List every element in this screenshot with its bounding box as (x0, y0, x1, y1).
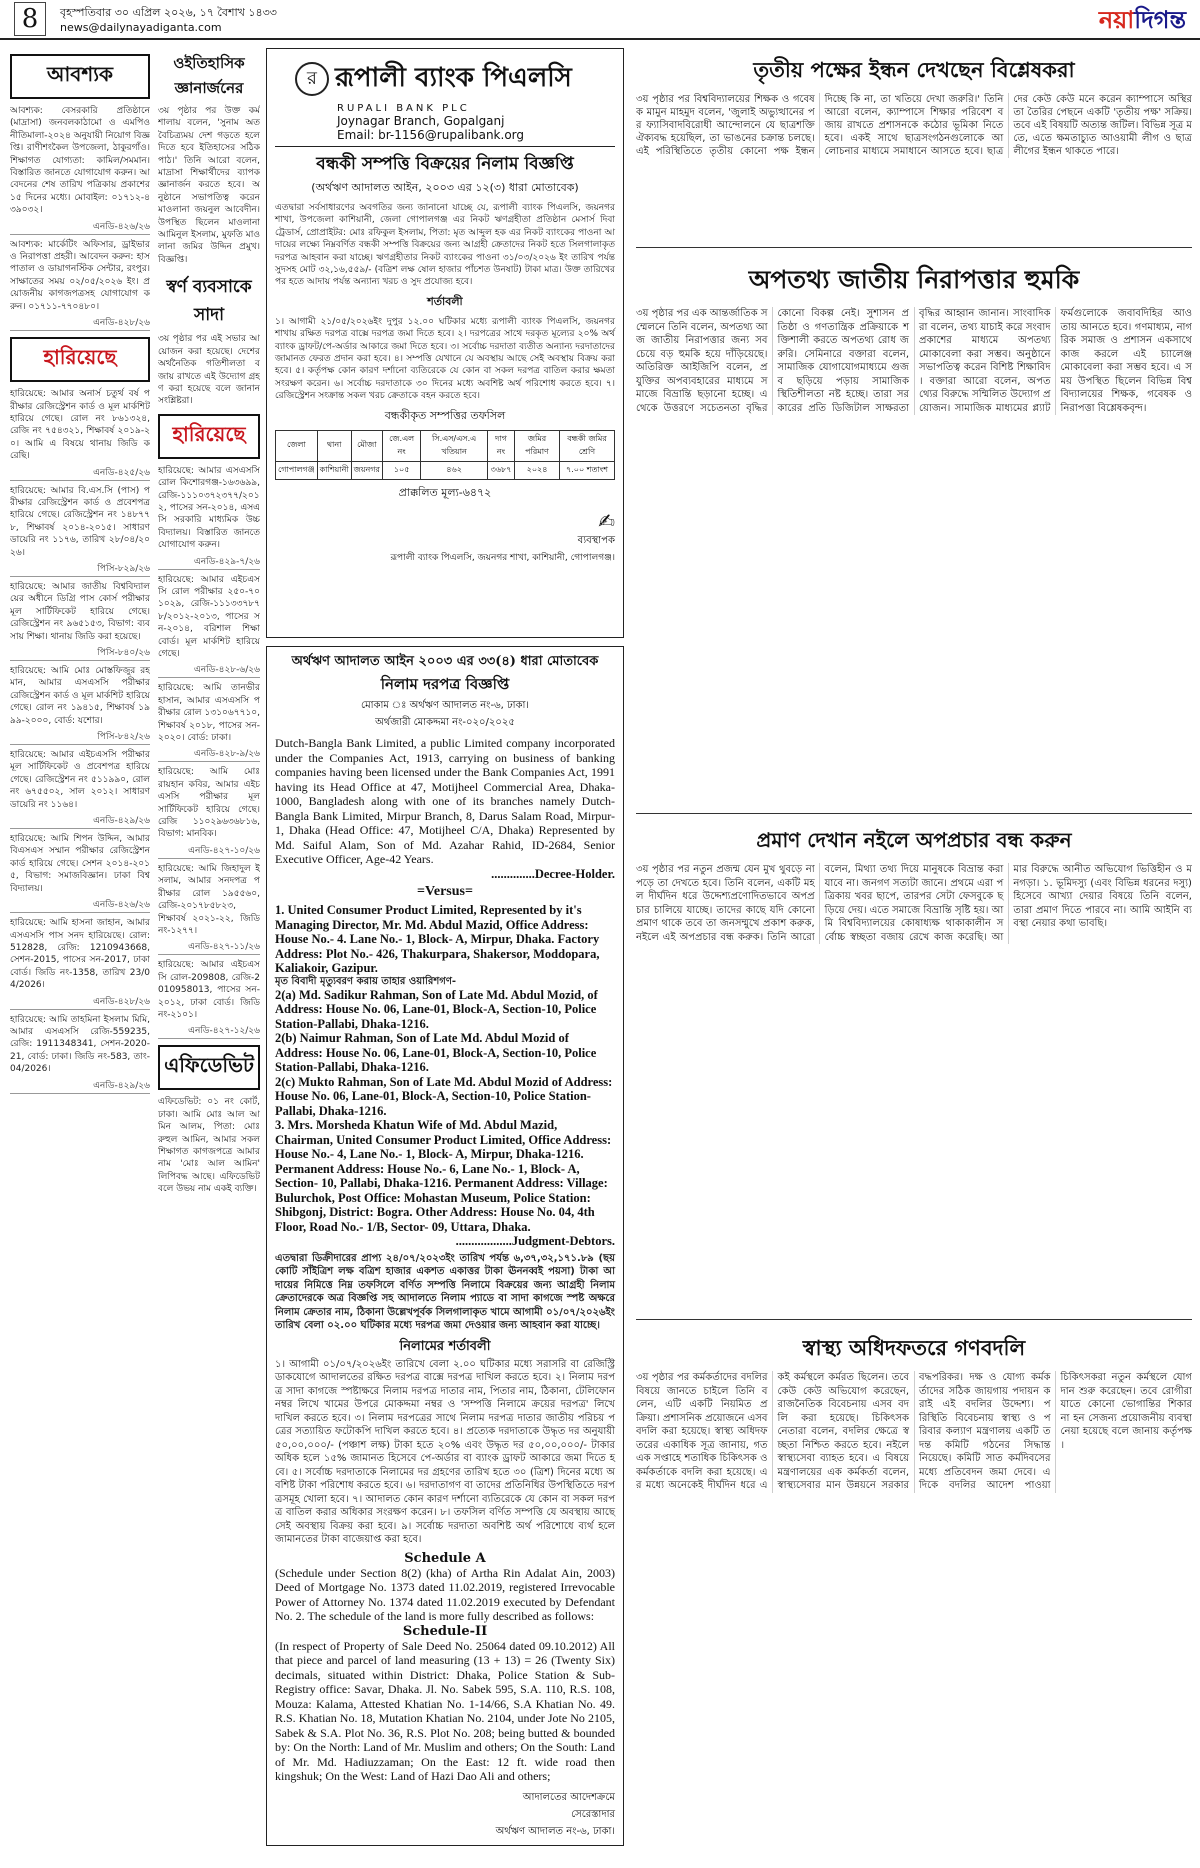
page-header (0, 0, 1200, 40)
page-number: 8 (14, 2, 46, 36)
article-body: ৩য় পৃষ্ঠার পর কর্মকর্তাদের বদলির বিষয়ে জানতে চাইলে তিনি বলেন, এটি একটি নিয়মিত প্রক্রিয়া। প্রশাসনিক প্রয়োজনে এসব বদলি করা হয়েছে। স্বাস্থ্য অধিদফতরের একাধিক সূত্র জানায়, গত এক সপ্তাহে শতাধিক চিকিৎসক ও কর্মকর্তাকে বদলি করা হয়েছে। এর মধ্যে অনেকেই দীর্ঘদিন ধরে একই কর্মস্থলে কর্মরত ছিলেন। তবে কেউ কেউ অভিযোগ করেছেন, রাজনৈতিক বিবেচনায় এসব বদলি করা হয়েছে। চিকিৎসক নেতারা বলেন, বদলির ক্ষেত্রে স্বচ্ছতা নিশ্চিত করতে হবে। নইলে স্বাস্থ্যসেবা ব্যাহত হবে। এ বিষয়ে মন্ত্রণালয়ের এক কর্মকর্তা বলেন, স্বাস্থ্যসেবার মান উন্নয়নে সরকার বদ্ধপরিকর। দক্ষ ও যোগ্য কর্মকর্তাদের সঠিক জায়গায় পদায়ন করাই এই বদলির উদ্দেশ্য। পরিস্থিতি বিবেচনায় স্বাস্থ্য ও পরিবার কল্যাণ মন্ত্রণালয় একটি তদন্ত কমিটি গঠনের সিদ্ধান্ত নিয়েছে। কমিটি সাত কর্মদিবসের মধ্যে প্রতিবেদন জমা দেবে। এদিকে বদলির আদেশ পাওয়া চিকিৎসকরা নতুন কর্মস্থলে যোগদান শুরু করেছেন। তবে রোগীরা যাতে কোনো ভোগান্তির শিকার না হন সেজন্য প্রয়োজনীয় ব্যবস্থা নেয়া হয়েছে বলে জানায় কর্তৃপক্ষ। (636, 1372, 1192, 1491)
table-header-cell: সি.এস/এস.এ খতিয়ান (421, 430, 488, 461)
article-body: ৩য় পৃষ্ঠার পর বিশ্ববিদ্যালয়ের শিক্ষক ও গবেষক মামুন মাহমুদ বলেন, 'জুলাই অভ্যুত্থানের পর ফ্যাসিবাদবিরোধী আন্দোলনে যে ছাত্রশক্তি ঐক্যবদ্ধ হয়েছিল, তা ভাঙনের চক্রান্ত চলছে। এই পরিস্থিতিতে তৃতীয় কোনো পক্ষ ইন্ধন দিচ্ছে কি না, তা খতিয়ে দেখা জরুরি।' তিনি আরো বলেন, ক্যাম্পাসে শিক্ষার পরিবেশ বজায় রাখতে প্রশাসনকে কঠোর ভূমিকা নিতে হবে। একই সাথে ছাত্রসংগঠনগুলোকে আলোচনার মাধ্যমে সমাধানে আসতে হবে। ছাত্রদের কেউ কেউ মনে করেন ক্যাম্পাসে অস্থিরতা তৈরির পেছনে একটি 'তৃতীয় পক্ষ' সক্রিয়। তবে এই বিষয়টি অত্যন্ত জটিল। বিভিন্ন সূত্র মতে, এতে ক্ষমতাচ্যুত আওয়ামী লীগ ও ছাত্রলীগের ইন্ধন থাকতে পারে। (636, 94, 1192, 157)
lost-notice: হারিয়েছে: আমার এইচএসসি রোল-209808, রেজি-2010958013, পাসের সন-২০১২, ঢাকা বোর্ড। জিডি নং-২১০১। (158, 960, 260, 1020)
section-heading-lost: হারিয়েছে (10, 337, 150, 382)
schedule-a-text: (Schedule under Section 8(2) (kha) of Artha Rin Adalat Ain, 2003) Deed of Mortgage No. 1373 dated 11.02.2019, registered Irrevocable Power of Attorney No. 1374 dated 11.02.2019 executed by Defendant No. 2. The schedule of the land is more fully described as follows: (275, 1565, 615, 1624)
court-sign-3: অর্থঋণ আদালত নং-৬, ঢাকা। (495, 1825, 615, 1837)
table-header-cell: বন্ধকী জমির শ্রেণি (560, 430, 615, 461)
article-body: ৩য় পৃষ্ঠার পর উক্ত কর্মশালায় বলেন, 'সুনাম অত বৈচিত্র্যময় দেশ গড়তে হলে দিতে হবে ইতিহাসের সঠিক পাঠ।' তিনি আরো বলেন, মাদ্রাসা শিক্ষার্থীদের ব্যাপক জ্ঞানার্জন করতে হবে। অনুষ্ঠানে সভাপতিত্ব করেন মাওলানা জয়নুল আবেদীন। উপস্থিত ছিলেন মাওলানা আমিনুল ইসলাম, মুফতি মাওলানা জমির উদ্দিন প্রমুখ। বিজ্ঞপ্তি। (158, 106, 260, 265)
section-heading-affidavit: এফিডেভিট (158, 1045, 260, 1090)
table-cell: ২০২৪ (515, 461, 560, 479)
bank-logo (295, 57, 615, 101)
lost-notice: হারিয়েছে: আমি শিপন উদ্দিন, আমার বিএসএস সম্মান পরীক্ষার রেজিস্ট্রেশন কার্ড হারিয়ে গেছে। সেশন ২০১৪-২০১৫, বিভাগ: সমাজবিজ্ঞান। ঢাকা বিশ্ববিদ্যালয়। (10, 834, 150, 894)
article-health-transfer (636, 1326, 1192, 1846)
article-body: ৩য় পৃষ্ঠার পর নতুন প্রজন্ম যেন মুখ থুবড়ে না পড়ে তা দেখতে হবে। তিনি বলেন, একটি মহল দীর্ঘদিন ধরে উদ্দেশ্যপ্রণোদিতভাবে অপপ্রচার চালিয়ে যাচ্ছে। তাদের কাছে যদি কোনো প্রমাণ থাকে তবে তা জনসম্মুখে প্রকাশ করুক, নইলে এই অপপ্রচার বন্ধ করুক। তিনি আরো বলেন, মিথ্যা তথ্য দিয়ে মানুষকে বিভ্রান্ত করা যাবে না। জনগণ সত্যটা জানে। প্রথমে এরা পত্রিকায় খবর ছাপে, তারপর সেটা ফেসবুকে ছড়িয়ে দেয়। এতে সমাজে বিভ্রান্তি সৃষ্টি হয়। আমি বিশ্ববিদ্যালয়ের কোষাধ্যক্ষ থাকাকালীন সর্বোচ্চ স্বচ্ছতা বজায় রেখে কাজ করেছি। আমার বিরুদ্ধে আনীত অভিযোগ ভিত্তিহীন ও মনগড়া। ১. ভূমিদস্যু (এবং বিভিন্ন ধরনের দস্যু) হিসেবে আখ্যা দেয়ার বিষয়ে তিনি বলেন, তারা প্রমাণ দিতে পারবে না। আমি আইনি ব্যবস্থা নেয়ার কথা ভাবছি। (636, 864, 1192, 943)
article-headline[interactable]: ওইতিহাসিক জ্ঞানার্জনের (173, 54, 245, 97)
lost-notice: হারিয়েছে: আমি তানভীর হাসান, আমার এসএসসি পরীক্ষার রোল ১৩১০৬৭৭১০, শিক্ষাবর্ষ ২০১৮, পাসের সন-২০২০। বোর্ড: ঢাকা। (158, 683, 260, 744)
defendant-2b: 2(b) Naimur Rahman, Son of Late Md. Abdul Mozid of Address: House No. 06, Lane-01, Block-A, Section-10, Police Station-Pallabi, Dhaka-1216. (275, 1031, 597, 1075)
bank-auction-notice (266, 48, 624, 638)
table-header-cell: থানা (317, 430, 351, 461)
table-cell: কাশিয়ানী (317, 461, 351, 479)
lost-notice: হারিয়েছে: আমি মোঃ মোস্তফিজুর রহমান, আমার এসএসসি পরীক্ষার রেজিস্ট্রেশন কার্ড ও মূল মার্কশিট হারিয়ে গেছে। রোল নং ১৯৪১৫, শিক্ষাবর্ষ ১৯৯৯-২০০০, বোর্ড: যশোর। (10, 666, 150, 726)
table-cell: ৭.০০ শতাংশ (560, 461, 615, 479)
ad-code: এনডি-৪২৬/২৬ (10, 897, 150, 913)
terms-heading: শর্তাবলী (427, 294, 463, 308)
masthead-part1: নয়া (1098, 5, 1135, 34)
classifieds-column-1 (10, 48, 150, 1860)
classified-ad: আবশ্যক: বেসরকারি প্রতিষ্ঠানে (মাদ্রাসা) জনবলকাঠামো ও এমপিও নীতিমালা-২০২৪ অনুযায়ী নিয়োগ বিজ্ঞপ্তি। রাণীশংকৈল উপজেলা, ঠাকুরগাঁও। শিক্ষাগত যোগ্যতা: কামিল/সমমান। বিস্তারিত জানতে যোগাযোগ করুন। আবেদনের শেষ তারিখ পত্রিকায় প্রকাশের ১৫ দিনের মধ্যে। মোবাইল: ০১৭১২-৪৩৯০৩২। (10, 106, 150, 216)
property-schedule-table (275, 430, 615, 480)
ad-code: এনডি-৪২৬/২৬ (10, 219, 150, 235)
ad-code: এনডি-৪২৮-৬/২৬ (158, 662, 260, 678)
schedule-note: প্রাক্কলিত মূল্য-৬৪৭২ (398, 485, 492, 499)
lost-notice: হারিয়েছে: আমার অনার্স চতুর্থ বর্ষ পরীক্ষার রেজিস্ট্রেশন কার্ড ও মূল মার্কশিট হারিয়ে গেছে। রোল নং ৮৬১৩২৪, রেজি নং ৭৫৪৩২১, শিক্ষাবর্ষ ২০১৯-২০। আমি এ বিষয়ে থানায় জিডি করেছি। (10, 389, 150, 462)
legal-notices-column (266, 48, 624, 1860)
affidavit-notice: এফিডেভিট: ০১ নং কোর্ট, ঢাকা। আমি মোঃ আল আমিন আলম, পিতা: মোঃ রুহুল আমিন, আমার সকল শিক্ষাগত কাগজপত্রে আমার নাম 'মোঃ আল আমিন' লিপিবদ্ধ আছে। এফিডেভিট বলে উভয় নাম একই ব্যক্তি। (158, 1097, 260, 1195)
signature-line: রূপালী ব্যাংক পিএলসি, জয়নগর শাখা, কাশিয়ানী, গোপালগঞ্জ। (390, 552, 615, 563)
plaintiff-details: Dutch-Bangla Bank Limited, a public Limited company incorporated under the Companies Act, 1913, carrying on business of banking companies having been licensed under the Bank Companies Act, 1991 having its Head Office at 47, Motijheel Commercial Area, Dhaka-1000, Bangladesh along with one of its branches namely Dutch-Bangla Bank Limited, Mirpur Branch, 8, Darus Salam Road, Mirpur-1, Dhaka (Head Office: 47, Motijheel C/A, Dhaka) Represented by Md. Saiful Alam, Son of Md. Azahar Rahid, ID-2684, Senior Executive Officer, Age-42 Years. (275, 736, 615, 866)
ad-code: এনডি-৪২৮-৯/২৬ (158, 746, 260, 762)
lost-notice: হারিয়েছে: আমি তাহমিনা ইসলাম মিমি, আমার এসএসসি রেজি-559235, রেজি: 1911348341, সেশন-2020-21, বোর্ড: ঢাকা। জিডি নং-583, তাং-04/2026। (10, 1014, 150, 1075)
masthead-part2: দিগন্ত (1134, 5, 1186, 34)
classifieds-column-2 (158, 48, 260, 1860)
ad-code: এনডি-৪২৮/২৬ (10, 315, 150, 331)
signature-name: ব্যবস্থাপক (577, 534, 615, 546)
table-cell: জয়নগর (351, 461, 382, 479)
schedule-heading: বন্ধকীকৃত সম্পত্তির তফসিল (384, 408, 506, 422)
ad-code: পিসি-৮৪০/২৬ (10, 645, 150, 661)
court-auction-notice (266, 646, 624, 1846)
table-header-row (276, 430, 615, 461)
bank-name: রূপালী ব্যাংক পিএলসি (335, 63, 572, 93)
defendant-2a: 2(a) Md. Sadikur Rahman, Son of Late Md. Abdul Mozid, of Address: House No. 06, Lane-01, Block-A, Section-10, Police Station-Pallabi, Dhaka-1216. (275, 987, 598, 1031)
ad-code: পিসি-৮৪২/২৬ (10, 729, 150, 745)
lost-notice: হারিয়েছে: আমার এইচএসসি রোল পরীক্ষার ২৫০-৭০ ১০২৯, রেজি-১১১৩৩৭৮৭৮/২০১২-২০১৩, পাসের সন-২০১৪, বরিশাল শিক্ষা বোর্ড। মূল মার্কশিট হারিয়ে গেছে। (158, 574, 260, 659)
bank-english-name: RUPALI BANK PLC (337, 103, 470, 114)
masthead-logo (1099, 2, 1186, 42)
schedule-b-text: (In respect of Property of Sale Deed No. 25064 dated 09.10.2012) All that piece and parcel of land measuring (13 + 13) = 26 (Twenty Six) decimals, situated within District: Dhaka, Police Station & Sub- Registry office: Savar, Dhaka. Jl. No. Sabek 595, S.A. 110, R.S. 108, Mouza: Kalama, Attested Khatian No. 1-14/66, S.A Khatian No. 49. R.S. Khatian No. 18, Mutation Khatian No. 2104, under Jote No 2105, Sabek & S.A. Plot No. 36, R.S. Plot No. 208; being butted & bounded by: On the North: Land of Mr. Muslim and others; On the South: Land of Mr. Md. Hadiuzzaman; On the East: 12 ft. wide road then kingshuk; On the West: Land of Hazi Dao Ali and others; (275, 1638, 615, 1784)
article-headline[interactable]: স্বাস্থ্য অধিদফতরে গণবদলি (802, 1335, 1026, 1360)
article-proof (636, 820, 1192, 1320)
terms-list: ১। আগামী ২১/০৫/২০২৬ইং দুপুর ১২.০০ ঘটিকার মধ্যে রূপালী ব্যাংক পিএলসি, জয়নগর শাখায় রক্ষিত দরপত্র বাক্সে দরপত্র জমা দিতে হবে। ২। দরপত্রের সাথে দরকৃত মূল্যের ২০% অর্থ ব্যাংক ড্রাফট/পে-অর্ডার আকারে জমা দিতে হবে। ৩। সর্বোচ্চ দরদাতা ব্যতীত অন্যান্য দরদাতাদের জামানত ফেরত প্রদান করা হবে। ৪। সম্পত্তি যেখানে যে অবস্থায় আছে সেই অবস্থায় বিক্রয় করা হবে। ৫। কর্তৃপক্ষ কোন কারণ দর্শানো ব্যতিরেকে যে কোন বা সকল দরপত্র বাতিল করার ক্ষমতা সংরক্ষণ করেন। ৬। সর্বোচ্চ দরদাতাকে ৩০ দিনের মধ্যে অবশিষ্ট অর্থ পরিশোধ করতে হবে। ৭। রেজিস্ট্রেশন সংক্রান্ত সকল খরচ ক্রেতাকে বহন করতে হবে। (275, 316, 615, 402)
defendant-heirs-note: মৃত বিবাদী মৃত্যুবরণ করায় তাহার ওয়ারিশগণ- (275, 975, 457, 987)
court-notice-title2: নিলাম দরপত্র বিজ্ঞপ্তি (380, 675, 510, 693)
ad-code: এনডি-৪২৭-১২/২৬ (158, 1023, 260, 1039)
signature-icon: ✍ (598, 508, 615, 533)
ad-code: পিসি-৮২৯/২৬ (10, 561, 150, 577)
auction-terms-list: ১। আগামী ০১/০৭/২০২৬ইং তারিখে বেলা ২.০০ ঘটিকার মধ্যে সরাসরি বা রেজিস্ট্রি ডাকযোগে আদালতের রক্ষিত দরপত্র বাক্সে দরপত্র দাখিল করতে হবে। ২। নিলাম দরপত্র সাদা কাগজে স্পষ্টাক্ষরে নিলাম দরপত্র দাতার নাম, পিতার নাম, ঠিকানা, টেলিফোন নম্বর লিখে খামের উপরে মোকদ্দমা নম্বর ও 'সম্পত্তি নিলামে ক্রয়ের দরপত্র' লিখে দাখিল করতে হবে। ৩। নিলাম দরপত্রের সাথে নিলাম দরপত্র দাতার জাতীয় পরিচয় পত্রের সত্যায়িত ফটোকপি দাখিল করতে হবে। ৪। প্রত্যেক দরদাতাকে উদ্ধৃত দর অনুযায়ী ৫০,০০,০০০/- (পঞ্চাশ লক্ষ) টাকা হতে ২০% এবং উদ্ধৃত দর ৫০,০০,০০০/- টাকার অধিক হলে ১৫% জামানত হিসেবে পে-অর্ডার বা ব্যাংক ড্রাফট আকারে জমা দিতে হবে। ৫। সর্বোচ্চ দরদাতাকে নিলামের দর গ্রহণের তারিখ হতে ৩০ (ত্রিশ) দিনের মধ্যে অবশিষ্ট টাকা পরিশোধ করতে হবে। ৬। দরদাতাগণ বা তাদের প্রতিনিধির উপস্থিতিতে দরপত্রসমূহ খোলা হবে। ৭। আদালত কোন কারণ দর্শানো ব্যতিরেকে যে কোন বা সকল দরপত্র বাতিল করার অধিকার সংরক্ষণ করেন। ৮। তফসিল বর্ণিত সম্পত্তি যে অবস্থায় আছে সেই অবস্থায় বিক্রয় করা হবে। ৯। সর্বোচ্চ দরদাতা অবশিষ্ট অর্থ পরিশোধে ব্যর্থ হলে জামানতের টাকা বাজেয়াপ্ত করা হবে। (275, 1358, 615, 1546)
decree-holder-label: ..............Decree-Holder. (491, 866, 615, 881)
auction-terms-heading: নিলামের শর্তাবলী (399, 1338, 491, 1354)
table-cell: গোপালগঞ্জ (276, 461, 318, 479)
versus-label: =Versus= (417, 884, 473, 899)
ad-code: এনডি-৪২৯-৭/২৬ (158, 554, 260, 570)
defendant-3: 3. Mrs. Morsheda Khatun Wife of Md. Abdul Mazid, Chairman, United Consumer Product Limited, Office Address: House No.- 4, Lane No.- 1, Block- A, Mirpur, Dhaka-1216. Permanent Address: House No.- 6, Lane No.- 1, Block- A, Section- 10, Pallabi, Dhaka-1216. Permanent Address: Village: Bulurchok, Post Office: Mohastan Museum, Police Station: Shibgonj, District: Bogra. Other Address: House No. 04, 4th Floor, Road No.- 1/B, Sector- 09, Uttara, Dhaka. (275, 1118, 612, 1234)
court-sign-1: আদালতের আদেশক্রমে (522, 1791, 615, 1803)
table-row (276, 461, 615, 479)
table-cell: ৩৬৮৭ (487, 461, 514, 479)
section-heading-lost: হারিয়েছে (158, 414, 260, 459)
article-headline[interactable]: তৃতীয় পক্ষের ইন্ধন দেখছেন বিশ্লেষকরা (753, 57, 1075, 82)
ad-code: এনডি-৪২৮/২৬ (10, 994, 150, 1010)
ad-code: এনডি-৪২৯/২৬ (10, 1078, 150, 1094)
lost-notice: হারিয়েছে: আমার এইচএসসি পরীক্ষার মূল সার্টিফিকেট ও প্রবেশপত্র হারিয়ে গেছে। রেজিস্ট্রেশন নং ৫১১৯৯০, রোল নং ৬৭৫৫০২, সাল ২০১২। সাধারণ ডায়েরি নং ১১৬৪। (10, 750, 150, 810)
article-misinformation (636, 254, 1192, 814)
case-number: অর্থজারী মোকদ্দমা নং-০২০/২০২৫ (375, 717, 515, 728)
article-third-party (636, 48, 1192, 248)
table-cell: ৪৬২ (421, 461, 488, 479)
article-body: ৩য় পৃষ্ঠার পর এই সভার আয়োজন করা হয়েছে। দেশের অর্থনৈতিক গতিশীলতা বজায় রাখতে এই উদ্যোগ গ্রহণ করা হয়েছে বলে জানান সংশ্লিষ্টরা। (158, 334, 260, 407)
news-column (636, 48, 1192, 1860)
court-sign-2: সেরেস্তাদার (571, 1808, 615, 1820)
ad-code: এনডি-৪২৭-১১/২৬ (158, 939, 260, 955)
article-headline[interactable]: স্বর্ণ ব্যবসাকে সাদা (166, 277, 252, 326)
lost-notice: হারিয়েছে: আমার এসএসসি রোল কিশোরগঞ্জ-১৬৩৬৯৯, রেজি-১১১০৩৭২৩৭৭/২০১২, পাসের সন-২০১৪, এসএসি সরকারি মাধ্যমিক উচ্চ বিদ্যালয়। বিস্তারিত জানতে যোগাযোগ করুন। (158, 465, 260, 551)
bank-logo-icon: র (295, 62, 329, 96)
notice-subtitle: (অর্থঋণ আদালত আইন, ২০০৩ এর ১২(৩) ধারা মোতাবেক) (311, 181, 579, 194)
defendant-2c: 2(c) Mukto Rahman, Son of Late Md. Abdul Mozid of Address: House No. 06, Lane-01, Block-A, Section-10, Police Station-Pallabi, Dhaka-1216. (275, 1074, 613, 1118)
lost-notice: হারিয়েছে: আমার বি.এস.সি (পাস) পরীক্ষার রেজিস্ট্রেশন কার্ড ও প্রবেশপত্র হারিয়ে গেছে। রেজিস্ট্রেশন নং ১৪৮৭৭৮, শিক্ষাবর্ষ ২০১৪-২০১৫। সাধারণ ডায়েরি নং ১১৭৬, তারিখ ২৮/০৪/২০২৬। (10, 485, 150, 558)
bank-email[interactable]: Email: br-1156@rupalibank.org (337, 128, 525, 142)
table-header-cell: জে.এল নং (382, 430, 420, 461)
section-heading-wanted: আবশ্যক (10, 54, 150, 99)
schedule-b-heading: Schedule-II (402, 1623, 488, 1639)
table-header-cell: দাগ নং (487, 430, 514, 461)
issue-date: বৃহস্পতিবার ৩০ এপ্রিল ২০২৬, ১৭ বৈশাখ ১৪৩৩ (60, 6, 277, 19)
lost-notice: হারিয়েছে: আমি মোঃ রায়হান কবির, আমার এইচএসসি পরীক্ষার মূল সার্টিফিকেট হারিয়ে গেছে। রেজি ১১০২৯৬৩৬৮১৬, বিভাগ: মানবিক। (158, 767, 260, 840)
lost-notice: হারিয়েছে: আমি হাসনা জাহান, আমার এসএসসি পাস সনদ হারিয়েছে। রোল: 512828, রেজি: 1210943668, সেশন-2015, পাসের সন-2017, ঢাকা বোর্ড। জিডি নং-1358, তারিখ 23/04/2026। (10, 918, 150, 991)
ad-code: এনডি-৪২৯/২৬ (10, 813, 150, 829)
classified-ad: আবশ্যক: মার্কেটিং অফিসার, ড্রাইভার ও নিরাপত্তা প্রহরী। আবেদন করুন: হাসপাতাল ও ডায়াগনস্টিক সেন্টার, রংপুর। সাক্ষাতের সময় ০২/০৫/২০২৬ ইং। প্রয়োজনীয় কাগজপত্রসহ যোগাযোগ করুন। ০১৭১১-৭৭০৪৮০। (10, 239, 150, 312)
table-header-cell: জমির পরিমাণ (515, 430, 560, 461)
article-headline[interactable]: অপতথ্য জাতীয় নিরাপত্তার হুমকি (748, 265, 1080, 294)
court-notice-title: অর্থঋণ আদালত আইন ২০০৩ এর ৩৩(৪) ধারা মোতাবেক (291, 654, 599, 669)
table-cell: ১০৫ (382, 461, 420, 479)
ad-code: এনডি-৪২৭-১০/২৬ (158, 843, 260, 859)
article-headline[interactable]: প্রমাণ দেখান নইলে অপপ্রচার বন্ধ করুন (756, 828, 1072, 852)
lost-notice: হারিয়েছে: আমি জিহাদুল ইসলাম, আমার সনদপত্র পরীক্ষার রোল ১৯৫৫৬০, রেজি-২০১৭৮৫৮২৩, শিক্ষাবর্ষ ২০২১-২২, জিডি নং-১২৭৭। (158, 863, 260, 936)
table-header-cell: জেলা (276, 430, 318, 461)
table-header-cell: মৌজা (351, 430, 382, 461)
defendant-1: 1. United Consumer Product Limited, Represented by it's Managing Director, Mr. Md. Abdul Mazid, Office Address: House No.- 4. Lane No.- 1, Block- A, Mirpur, Dhaka. Factory Address: Plot No.- 426, Thakurpara, Shakersor, Moddopara, Kaliakoir, Gazipur. (275, 903, 600, 975)
newsroom-email[interactable]: news@dailynayadiganta.com (60, 21, 222, 34)
article-body: ৩য় পৃষ্ঠার পর এক আন্তর্জাতিক সম্মেলনে তিনি বলেন, অপতথ্য আজ জাতীয় নিরাপত্তার জন্য সবচেয়ে বড় হুমকি হয়ে দাঁড়িয়েছে। অতিরিক্ত আইজিপি বলেন, প্রযুক্তির অপব্যবহারের মাধ্যমে সমাজে বিভ্রান্তি ছড়ানো হচ্ছে। এ থেকে উত্তরণে সচেতনতা বৃদ্ধির কোনো বিকল্প নেই। সুশাসন প্রতিষ্ঠা ও গণতান্ত্রিক প্রক্রিয়াকে শক্তিশালী করতে অপতথ্য রোধ জরুরি। সেমিনারে বক্তারা বলেন, সামাজিক যোগাযোগমাধ্যমে গুজব ছড়িয়ে পড়ায় সামাজিক স্থিতিশীলতা নষ্ট হচ্ছে। তারা সরকারের প্রতি ডিজিটাল সাক্ষরতা বৃদ্ধির আহ্বান জানান। সাংবাদিকরা বলেন, তথ্য যাচাই করে সংবাদ প্রকাশের মাধ্যমে অপতথ্য মোকাবেলা করা সম্ভব। অনুষ্ঠানে সভাপতিত্ব করেন বিশিষ্ট শিক্ষাবিদ। বক্তারা আরো বলেন, অপতথ্যের বিরুদ্ধে সম্মিলিত উদ্যোগ প্রয়োজন। সামাজিক মাধ্যমের প্ল্যাটফর্মগুলোকে জবাবদিহির আওতায় আনতে হবে। গণমাধ্যম, নাগরিক সমাজ ও প্রশাসন একসাথে কাজ করলে এই চ্যালেঞ্জ মোকাবেলা করা সম্ভব হবে। এ সময় উপস্থিত ছিলেন বিভিন্ন বিশ্ববিদ্যালয়ের শিক্ষক, গবেষক ও নিরাপত্তা বিশ্লেষকবৃন্দ। (636, 308, 1192, 414)
lost-notice: হারিয়েছে: আমার জাতীয় বিশ্ববিদ্যালয়ের অধীনে ডিগ্রি পাস কোর্স পরীক্ষার মূল সার্টিফিকেট হারিয়ে গেছে। রেজিস্ট্রেশন নং ৯৬৫১৫৩, বিভাগ: ব্যবসায় শিক্ষা। থানায় জিডি করা হয়েছে। (10, 581, 150, 642)
notice-title: বন্ধকী সম্পত্তি বিক্রয়ের নিলাম বিজ্ঞপ্তি (275, 146, 615, 179)
bank-branch: Joynagar Branch, Gopalganj (337, 114, 505, 128)
notice-body: এতদ্বারা সর্বসাধারণের অবগতির জন্য জানানো যাচ্ছে যে, রূপালী ব্যাংক পিএলসি, জয়নগর শাখা, উপজেলা কাশিয়ানী, জেলা গোপালগঞ্জ এর নিকট ঋণগ্রহীতা প্রতিষ্ঠান মেসার্স দিবা ট্রেডার্স, প্রোপ্রাইটর: মোঃ রফিকুল ইসলাম, পিতা: মৃত আব্দুল হক এর নিকট ব্যাংকের পাওনা আদায়ের লক্ষ্যে নিম্নবর্ণিত বন্ধকী সম্পত্তি বিক্রয়ের জন্য আগ্রহী ক্রেতাদের নিকট হতে সিলগালাকৃত দরপত্র আহবান করা যাচ্ছে। ঋণগ্রহীতার নিকট ব্যাংকের পাওনা ৩১/০৩/২০২৬ ইং তারিখ পর্যন্ত সুদসহ মোট ৩২,১৬,৫৫৯/- (বত্রিশ লক্ষ ষোল হাজার পাঁচশত উনষাট) টাকা মাত্র। উক্ত তারিখের পর হতে আদায় পর্যন্ত অন্যান্য খরচ ও সুদ প্রযোজ্য হবে। (275, 203, 615, 288)
schedule-a-heading: Schedule A (404, 1550, 486, 1566)
ad-code: এনডি-৪২৫/২৬ (10, 465, 150, 481)
judgment-debtors-label: ..................Judgment-Debtors. (455, 1234, 615, 1249)
court-name: মোকাম ঃ অর্থঋণ আদালত নং-৬, ঢাকা। (361, 700, 529, 711)
auction-notice-body: এতদ্বারা ডিক্রীদারের প্রাপ্য ২৪/০৭/২০২৩ইং তারিখ পর্যন্ত ৬,৩৭,৩২,১৭১.৮৯ (ছয় কোটি সাঁইত্রিশ লক্ষ বত্রিশ হাজার একশত একাত্তর টাকা ঊননব্বই পয়সা) টাকা আদায়ের নিমিত্তে নিম্ন তফসিলে বর্ণিত সম্পত্তি নিলামে বিক্রয়ের জন্য আগ্রহী নিলাম ক্রেতাদেরকে অত্র বিজ্ঞপ্তি সহ আদালতে নিলাম প্যাডে বা সাদা কাগজে স্পষ্ট অক্ষরে নিলাম ক্রেতার নাম, ঠিকানা উল্লেখপূর্বক সিলগালাকৃত খামে আগামী ০১/০৭/২০২৬ইং তারিখ বেলা ০২.০০ ঘটিকার মধ্যে দরপত্র জমা দেওয়ার জন্য আহবান করা যাচ্ছে। (275, 1252, 615, 1332)
